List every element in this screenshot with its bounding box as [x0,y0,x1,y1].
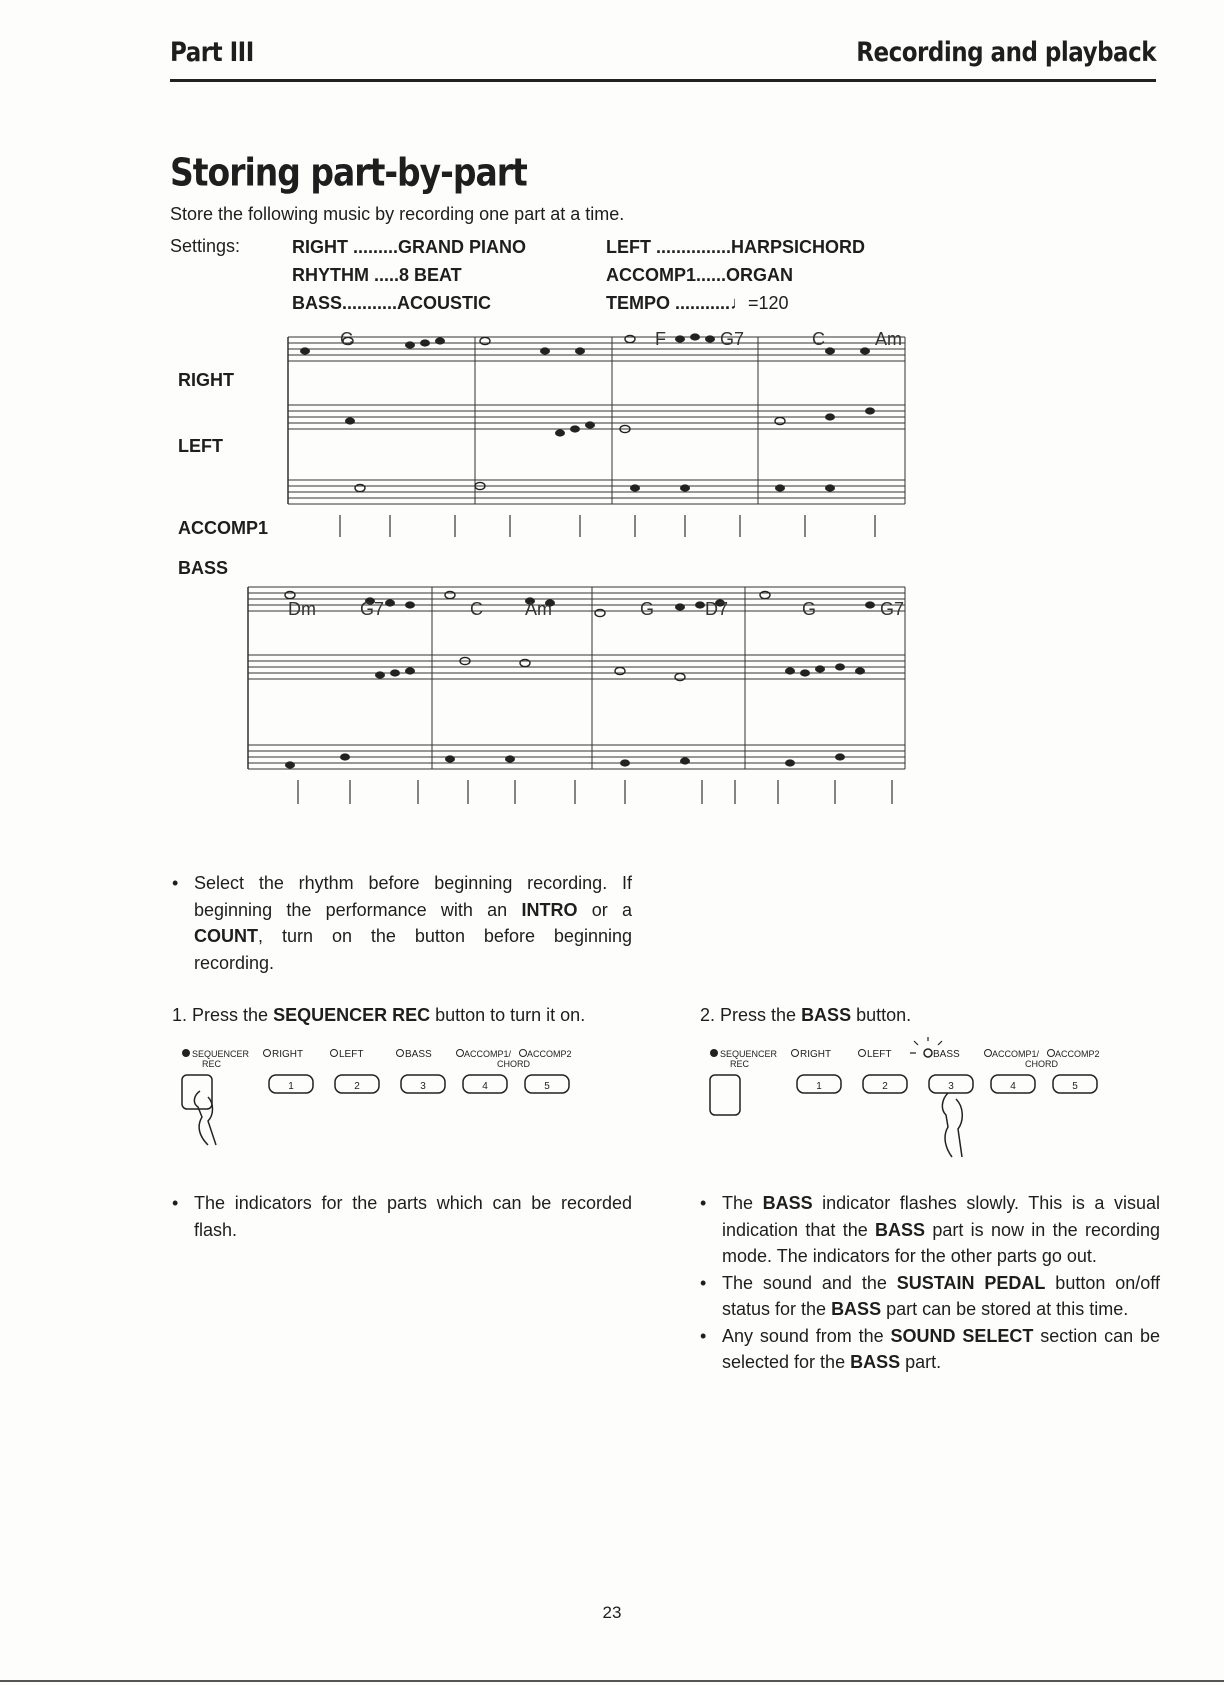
note-select-rhythm: • Select the rhythm before beginning recording. If beginning the performance with an INTRO or a COUNT, turn on the button before beginning recording. [172,870,632,976]
part-label-right: RIGHT [178,370,234,390]
header-rule [170,79,1156,82]
svg-text:1: 1 [816,1080,822,1092]
svg-text:ACCOMP1/: ACCOMP1/ [464,1048,512,1059]
chord-dm: Dm [288,599,316,619]
part-label-accomp1: ACCOMP1 [178,518,269,538]
header-section: Recording and playback [856,38,1156,68]
panel-diagram-2 [700,1037,1140,1177]
svg-text:SEQUENCER: SEQUENCER [192,1048,250,1059]
svg-text:REC: REC [202,1058,222,1069]
chord-am: Am [875,329,902,349]
chord-g7-2: G7 [360,599,385,619]
step-2: 2. Press the BASS button. SEQUENCER REC RIGHT LEFT BASS ACCOMP1/ ACCOMP2 CHORD 1 2 3 4 5 [700,1002,1160,1184]
header-part: Part III [170,38,254,68]
setting-right: RIGHT .........GRAND PIANO [292,237,527,257]
page-number: 23 [602,1603,622,1622]
setting-tempo: TEMPO ...........♩=120 [606,293,789,313]
svg-text:CHORD: CHORD [497,1058,530,1069]
svg-text:2: 2 [882,1080,888,1092]
notes-bass [700,1190,1160,1376]
svg-text:4: 4 [1010,1080,1016,1092]
bass-indicator [397,1049,404,1056]
chord-g-2: G [802,599,817,619]
chord-c: C [340,329,353,349]
note-sustain-pedal: • The sound and the SUSTAIN PEDAL button on/off status for the BASS part can be stored at this time. [700,1270,1160,1323]
pointing-hand-icon [194,1091,216,1145]
panel-diagram-1 [172,1037,612,1157]
svg-text:LEFT: LEFT [339,1048,364,1060]
svg-text:ACCOMP2: ACCOMP2 [527,1048,572,1059]
chord-g7-3: G7 [880,599,905,619]
chord-am-2: Am [525,599,552,619]
chord-g: G [640,599,655,619]
svg-text:LEFT: LEFT [867,1048,892,1060]
svg-text:5: 5 [544,1080,550,1092]
music-score [180,325,990,865]
accomp1-indicator [457,1049,464,1056]
rec-indicator-lit [182,1049,190,1057]
svg-text:BASS: BASS [405,1048,432,1060]
left-indicator [331,1049,338,1056]
svg-text:CHORD: CHORD [1025,1058,1058,1069]
svg-text:1: 1 [288,1080,294,1092]
svg-text:SEQUENCER: SEQUENCER [720,1048,778,1059]
part-label-bass: BASS [178,558,229,578]
chord-c-2: C [812,329,825,349]
settings-column-1 [292,233,526,317]
note-indicators: • The indicators for the parts which can be recorded flash. [172,1190,632,1243]
page-title: Storing part-by-part [170,150,527,195]
chord-d7: D7 [705,599,729,619]
svg-text:2: 2 [354,1080,360,1092]
step-1: 1. Press the SEQUENCER REC button to turn it on. SEQUENCER REC RIGHT LEFT BASS ACCOMP1/ ACCOMP2 CHORD 1 2 3 4 5 [172,1002,632,1164]
svg-text:BASS: BASS [933,1048,960,1060]
pointing-hand-icon [942,1093,962,1157]
bottom-rule [0,1680,1224,1682]
setting-left: LEFT ...............HARPSICHORD [606,237,866,257]
bass-indicator-flashing [924,1049,932,1057]
svg-text:RIGHT: RIGHT [800,1048,832,1060]
rec-indicator-lit [710,1049,718,1057]
svg-text:3: 3 [948,1080,954,1092]
svg-text:3: 3 [420,1080,426,1092]
intro-text: Store the following music by recording one part at a time. [170,204,625,224]
setting-bass: BASS...........ACOUSTIC [292,293,492,313]
chord-f: F [655,329,666,349]
settings-column-2 [606,233,865,317]
accomp2-indicator [520,1049,527,1056]
chord-g7: G7 [720,329,745,349]
svg-text:RIGHT: RIGHT [272,1048,304,1060]
svg-text:5: 5 [1072,1080,1078,1092]
sequencer-rec-button [710,1075,740,1115]
setting-rhythm: RHYTHM .....8 BEAT [292,265,462,285]
note-sound-select: • Any sound from the SOUND SELECT section can be selected for the BASS part. [700,1323,1160,1376]
chord-c-3: C [470,599,483,619]
note-bass-indicator: • The BASS indicator flashes slowly. This is a visual indication that the BASS part is now in the recording mode. The indicators for the other parts go out. [700,1190,1160,1270]
right-indicator [264,1049,271,1056]
svg-text:4: 4 [482,1080,488,1092]
settings-label: Settings: [170,236,241,256]
sequencer-rec-button [182,1075,212,1109]
svg-text:ACCOMP2: ACCOMP2 [1055,1048,1100,1059]
svg-text:ACCOMP1/: ACCOMP1/ [992,1048,1040,1059]
part-label-left: LEFT [178,436,223,456]
setting-accomp1: ACCOMP1......ORGAN [606,265,794,285]
svg-text:REC: REC [730,1058,750,1069]
